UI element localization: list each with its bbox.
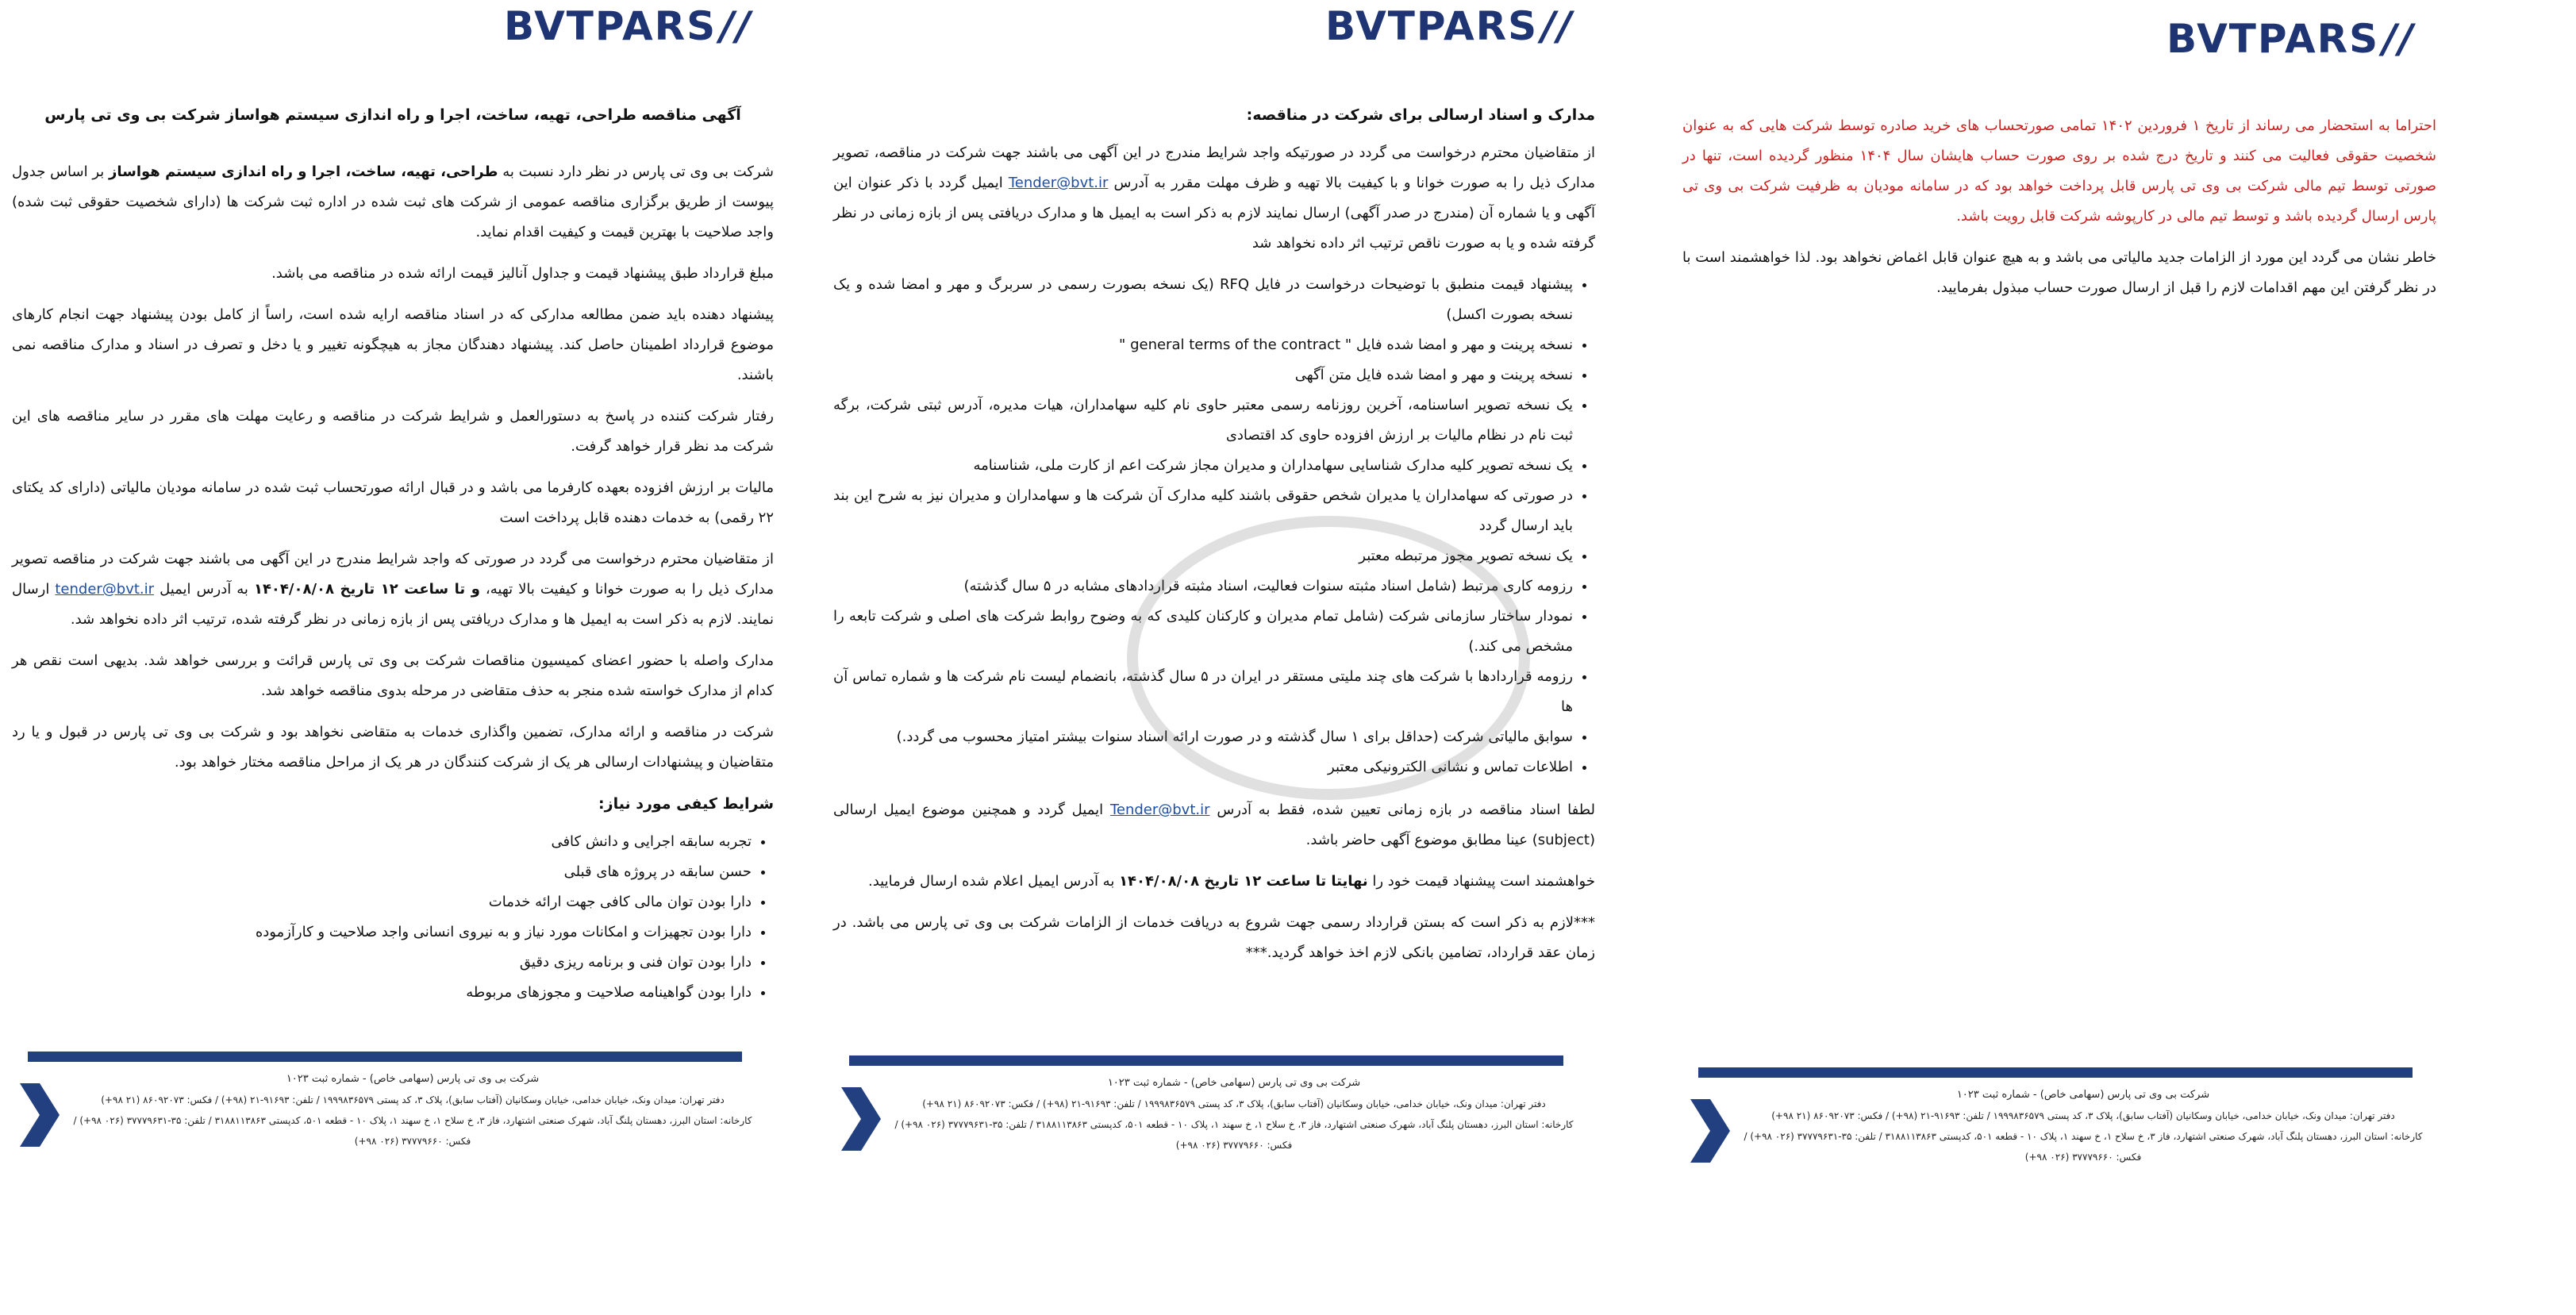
list-item: • حسن سابقه در پروژه های قبلی — [12, 857, 752, 887]
list-item: • پیشنهاد قیمت منطبق با توضیحات درخواست در فایل RFQ (یک نسخه بصورت رسمی در سربرگ و مهر و امضا شده و یک نسخه بصورت اکسل) — [833, 270, 1573, 330]
paragraph-deadline: خواهشمند است پیشنهاد قیمت خود را نهایتا تا ساعت ۱۲ تاریخ ۱۴۰۴/۰۸/۰۸ به آدرس ایمیل اعلام شده ارسال فرمایید. — [867, 873, 1595, 890]
list-item: • دارا بودن توان مالی کافی جهت ارائه خدمات — [12, 887, 752, 917]
paragraph-submission: از متقاضیان محترم درخواست می گردد در صورتی که واجد شرایط مندرج در این آگهی می باشند جهت شرکت در مناقصه تصویر مدارک ذیل را به صورت خوانا و کیفیت بالا تهیه، و تا ساعت ۱۲ تاریخ ۱۴۰۴/۰۸/۰۸ به آدرس ایمیل tender@bvt.ir ارسال نمایند. لازم به ذکر است به ایمیل ها و مدارک دریافتی پس از بازه زمانی در نظر گرفته شده، ترتیب اثر داده نخواهد شد. — [12, 551, 774, 628]
list-item: • نسخه پرینت و مهر و امضا شده فایل متن آگهی — [833, 360, 1573, 390]
list-item: • اطلاعات تماس و نشانی الکترونیکی معتبر — [833, 752, 1573, 782]
paragraph-no-guarantee: شرکت در مناقصه و ارائه مدارک، تضمین واگذاری خدمات به متقاضی نخواهد بود و شرکت بی وی تی پارس در قبول و یا رد متقاضیان و پیشنهادات ارسالی هر یک از شرکت کنندگان در هر یک از مراحل مناقصه مختار خواهد بود. — [12, 724, 774, 771]
list-item: • رزومه قراردادها با شرکت های چند ملیتی مستقر در ایران در ۵ سال گذشته، بانضمام لیست نام شرکت ها و شماره تماس آن ها — [833, 662, 1573, 722]
list-item: • سوابق مالیاتی شرکت (حداقل برای ۱ سال گذشته و در صورت ارائه اسناد سنوات بیشتر امتیاز محسوب می گردد.) — [833, 722, 1573, 752]
tender-title: آگهی مناقصه طراحی، تهیه، ساخت، اجرا و راه اندازی سیستم هواساز شرکت بی وی تی پارس — [44, 106, 741, 124]
watermark-seal — [1127, 516, 1530, 800]
footer-company: شرکت بی وی تی پارس (سهامی خاص) - شماره ثبت ۱۰۲۳ — [1107, 1077, 1361, 1089]
footer-stripe — [849, 1055, 1563, 1066]
list-item: • یک نسخه تصویر اساسنامه، آخرین روزنامه رسمی معتبر حاوی نام کلیه سهامداران، هیات مدیره، آدرس ثبتی شرکت، برگه ثبت نام در نظام مالیات بر ارزش افزوده حاوی کد اقتصادی — [833, 390, 1573, 451]
list-item: • دارا بودن توان فنی و برنامه ریزی دقیق — [12, 948, 752, 978]
paragraph-bidder-review: پیشنهاد دهنده باید ضمن مطالعه مدارکی که در اسناد مناقصه ارایه شده است، راساً از کامل بودن پیشنهاد جهت انجام کارهای موضوع قرارداد اطمینان حاصل کند. پیشنهاد دهندگان مجاز به هیچگونه تغییر و یا دخل و تصرف در اسناد و مدارک مناقصه نمی باشند. — [12, 306, 774, 383]
paragraph-commission: مدارک واصله با حضور اعضای کمیسیون مناقصات شرکت بی وی تی پارس قرائت و بررسی خواهد شد. بدیهی است نقص هر کدام از مدارک خواسته شده منجر به حذف متقاضی در مرحله بدوی مناقصه خواهد شد. — [12, 652, 774, 699]
page-right-body — [1682, 111, 2436, 314]
email-link[interactable]: Tender@bvt.ir — [1109, 802, 1210, 818]
requirements-heading: شرایط کیفی مورد نیاز: — [598, 795, 774, 813]
company-logo: BVTPARS// — [2167, 16, 2415, 62]
company-logo: BVTPARS// — [1325, 3, 1574, 49]
paragraph-send-instructions: لطفا اسناد مناقصه در بازه زمانی تعیین شده، فقط به آدرس Tender@bvt.ir ایمیل گردد و همچنین موضوع ایمیل ارسالی (subject) عینا مطابق موضوع آگهی حاضر باشد. — [833, 802, 1595, 848]
footer-text — [893, 1073, 1575, 1155]
footer-office: دفتر تهران: میدان ونک، خیابان خدامی، خیابان وسکانیان (آفتاب سابق)، پلاک ۳، کد پستی ۱۹۹۹۸۳۶۵۷۹ / تلفن: ۹۱۶۹۳-۲۱ (۹۸+) / فکس: ۸۶۰۹۲۰۷۳ (۲۱ ۹۸+) — [922, 1098, 1546, 1109]
paragraph-tax-notice: احتراما به استحضار می رساند از تاریخ ۱ فروردین ۱۴۰۲ تمامی صورتحساب های خرید صادره توسط شرکت هایی که به عنوان شخصیت حقوقی فعالیت می کنند و تاریخ درج شده بر روی صورت حساب هایشان سال ۱۴۰۴ منظور گردیده است، تنها در صورتی توسط تیم مالی شرکت بی وی تی پارس قابل پرداخت خواهد بود که در سامانه مودیان به ظرفیت شرکت بی وی تی پارس ارسال گردیده باشد و توسط تیم مالی در کارپوشه شرکت قابل رویت باشد. — [1682, 117, 2436, 225]
footer-factory: کارخانه: استان البرز، دهستان پلنگ آباد، شهرک صنعتی اشتهارد، فاز ۳، خ سلاح ۱، خ سهند ۱، پلاک ۱۰ - قطعه ۵۰۱، کدپستی ۳۱۸۸۱۱۳۸۶۳ / تلفن: ۳۵-۳۷۷۷۹۶۳۱ (۰۲۶ ۹۸+) / فکس: ۳۷۷۷۹۶۶۰ (۰۲۶ ۹۸+) — [73, 1115, 752, 1147]
footer-stripe — [1698, 1067, 2413, 1078]
email-link[interactable]: tender@bvt.ir — [55, 581, 155, 598]
page-footer — [12, 1052, 766, 1163]
paragraph-contract-note: ***لازم به ذکر است که بستن قرارداد رسمی جهت شروع به دریافت خدمات از الزامات شرکت بی وی تی پارس می باشد. در زمان عقد قرارداد، تضامین بانکی لازم اخذ خواهد گردید.*** — [833, 914, 1595, 961]
list-item: • دارا بودن گواهینامه صلاحیت و مجوزهای مربوطه — [12, 978, 752, 1008]
company-logo: BVTPARS// — [504, 3, 752, 49]
footer-text — [71, 1069, 754, 1152]
list-item: • نسخه پرینت و مهر و امضا شده فایل " general terms of the contract " — [833, 330, 1573, 360]
paragraph-intro: شرکت بی وی تی پارس در نظر دارد نسبت به طراحی، تهیه، ساخت، اجرا و راه اندازی سیستم هواساز بر اساس جدول پیوست از طریق برگزاری مناقصه عمومی از شرکت های ثبت شده در اداره ثبت شرکت ها (دارای شخصیت حقوقی ثبت شده) واجد صلاحیت با بهترین قیمت و کیفیت اقدام نماید. — [12, 163, 774, 240]
footer-office: دفتر تهران: میدان ونک، خیابان خدامی، خیابان وسکانیان (آفتاب سابق)، پلاک ۳، کد پستی ۱۹۹۹۸۳۶۵۷۹ / تلفن: ۹۱۶۹۳-۲۱ (۹۸+) / فکس: ۸۶۰۹۲۰۷۳ (۲۱ ۹۸+) — [101, 1094, 725, 1105]
footer-office: دفتر تهران: میدان ونک، خیابان خدامی، خیابان وسکانیان (آفتاب سابق)، پلاک ۳، کد پستی ۱۹۹۹۸۳۶۵۷۹ / تلفن: ۹۱۶۹۳-۲۱ (۹۸+) / فکس: ۸۶۰۹۲۰۷۳ (۲۱ ۹۸+) — [1771, 1110, 2395, 1121]
footer-factory: کارخانه: استان البرز، دهستان پلنگ آباد، شهرک صنعتی اشتهارد، فاز ۳، خ سلاح ۱، خ سهند ۱، پلاک ۱۰ - قطعه ۵۰۱، کدپستی ۳۱۸۸۱۱۳۸۶۳ / تلفن: ۳۵-۳۷۷۷۹۶۳۱ (۰۲۶ ۹۸+) / فکس: ۳۷۷۷۹۶۶۰ (۰۲۶ ۹۸+) — [894, 1119, 1574, 1151]
document-page-left — [0, 0, 794, 1206]
footer-factory: کارخانه: استان البرز، دهستان پلنگ آباد، شهرک صنعتی اشتهارد، فاز ۳، خ سلاح ۱، خ سهند ۱، پلاک ۱۰ - قطعه ۵۰۱، کدپستی ۳۱۸۸۱۱۳۸۶۳ / تلفن: ۳۵-۳۷۷۷۹۶۳۱ (۰۲۶ ۹۸+) / فکس: ۳۷۷۷۹۶۶۰ (۰۲۶ ۹۸+) — [1744, 1131, 2423, 1163]
footer-text — [1742, 1085, 2424, 1167]
page-left-body — [12, 100, 774, 1021]
paragraph-bidder-behavior: رفتار شرکت کننده در پاسخ به دستورالعمل و شرایط شرکت در مناقصه و رعایت مهلت های مقرر در سایر مناقصه های این شرکت مد نظر قرار خواهد گرفت. — [12, 408, 774, 455]
document-page-right — [1643, 0, 2460, 1206]
list-item: • در صورتی که سهامداران یا مدیران شخص حقوقی باشند کلیه مدارک آن شرکت ها و سهامداران و مدیران نیز به شرح این بند باید ارسال گردد — [833, 481, 1573, 541]
documents-heading: مدارک و اسناد ارسالی برای شرکت در مناقصه: — [1246, 106, 1595, 124]
list-item: • دارا بودن تجهیزات و امکانات مورد نیاز و به نیروی انسانی واجد صلاحیت و کارآزموده — [12, 917, 752, 948]
email-link[interactable]: Tender@bvt.ir — [1008, 175, 1109, 191]
chevron-logo-icon — [1682, 1099, 1738, 1163]
chevron-logo-icon — [12, 1083, 67, 1147]
footer-company: شرکت بی وی تی پارس (سهامی خاص) - شماره ثبت ۱۰۲۳ — [1956, 1089, 2210, 1101]
paragraph-vat: مالیات بر ارزش افزوده بعهده کارفرما می باشد و در قبال ارائه صورتحساب ثبت شده در سامانه مودیان مالیاتی (دارای کد یکتای ۲۲ رقمی) به خدمات دهنده قابل پرداخت است — [12, 479, 774, 526]
list-item: • رزومه کاری مرتبط (شامل اسناد مثبته سنوات فعالیت، اسناد مثبته قراردادهای مشابه در ۵ سال گذشته) — [833, 571, 1573, 602]
footer-stripe — [28, 1052, 742, 1062]
requirements-list — [12, 827, 774, 1008]
list-item: • نمودار ساختار سازمانی شرکت (شامل تمام مدیران و کارکنان کلیدی که به وضوح روابط شرکت های اصلی و شرکت تابعه را مشخص می کند.) — [833, 602, 1573, 662]
paragraph-documents-intro: از متقاضیان محترم درخواست می گردد در صورتیکه واجد شرایط مندرج در این آگهی می باشند جهت شرکت در مناقصه، تصویر مدارک ذیل را به صورت خوانا و با کیفیت بالا تهیه و ظرف مهلت مقرر به آدرس Tender@bvt.ir ایمیل گردد با ذکر عنوان این آگهی و یا شماره آن (مندرج در صدر آگهی) ارسال نمایند لازم به ذکر است به ایمیل ها و مدارک دریافتی پس از بازه زمانی در نظر گرفته شده و یا به صورت ناقص ترتیب اثر داده نخواهد شد — [833, 144, 1595, 252]
list-item: • یک نسخه تصویر مجوز مرتبطه معتبر — [833, 541, 1573, 571]
list-item: • یک نسخه تصویر کلیه مدارک شناسایی سهامداران و مدیران مجاز شرکت اعم از کارت ملی، شناسنامه — [833, 451, 1573, 481]
chevron-logo-icon — [833, 1087, 889, 1151]
list-item: • تجربه سابقه اجرایی و دانش کافی — [12, 827, 752, 857]
paragraph-contract-amount: مبلغ قرارداد طبق پیشنهاد قیمت و جداول آنالیز قیمت ارائه شده در مناقصه می باشد. — [271, 265, 774, 282]
page-middle-body — [833, 100, 1595, 979]
page-footer — [1682, 1067, 2436, 1179]
page-footer — [833, 1055, 1587, 1167]
footer-company: شرکت بی وی تی پارس (سهامی خاص) - شماره ثبت ۱۰۲۳ — [286, 1073, 540, 1085]
paragraph-tax-reminder: خاطر نشان می گردد این مورد از الزامات جدید مالیاتی می باشد و به هیچ عنوان قابل اغماض نخواهد بود. لذا خواهشمند است با در نظر گرفتن این مهم اقدامات لازم را قبل از ارسال صورت حساب مبذول بفرمایید. — [1682, 249, 2436, 296]
